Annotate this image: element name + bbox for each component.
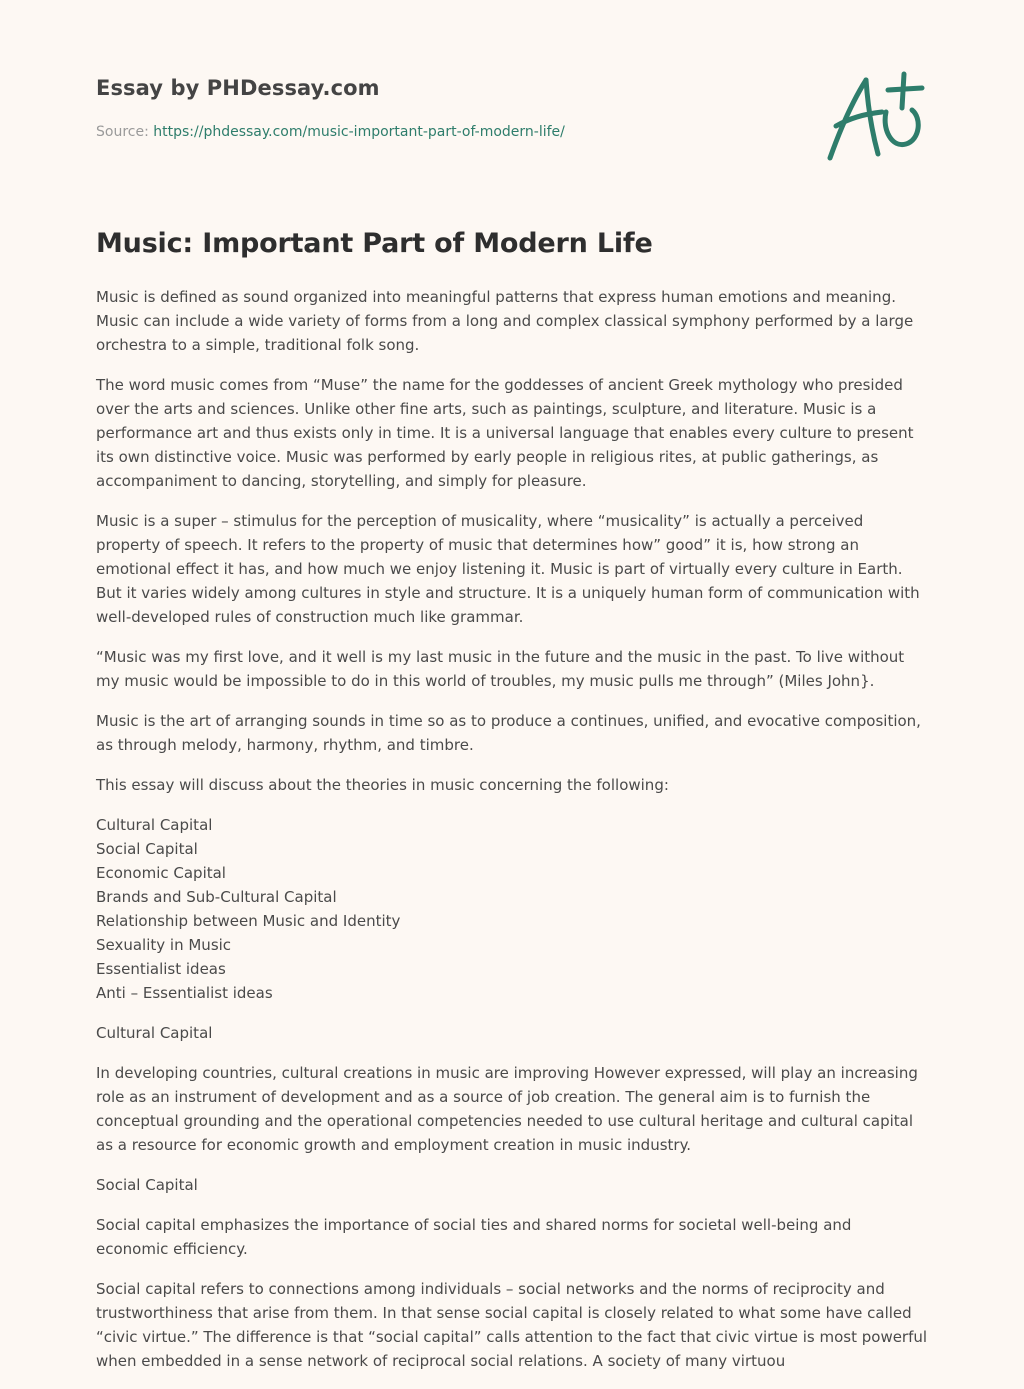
topic-list xyxy=(96,813,928,1005)
page-header xyxy=(96,76,796,140)
a-plus-grade-icon xyxy=(822,68,932,168)
paragraph: Music is a super – stimulus for the perception of musicality, where “musicality” is actually a perceived property of speech. It refers to the property of music that determines how” good” it is, how strong an emotional effect it has, and how much we enjoy listening it. Music is part of virtually every culture in Earth. But it varies widely among cultures in style and structure. It is a uniquely human form of communication with well-developed rules of construction much like grammar. xyxy=(96,512,920,626)
paragraph: Social capital refers to connections among individuals – social networks and the norms of reciprocity and trustworthiness that arise from them. In that sense social capital is closely related to what some have called “civic virtue.” The difference is that “social capital” calls attention to the fact that civic virtue is most powerful when embedded in a sense network of reciprocal social relations. A society of many virtuou xyxy=(96,1280,928,1370)
paragraph: Music is defined as sound organized into meaningful patterns that express human emotions and meaning. Music can include a wide variety of forms from a long and complex classical symphony performed by a large orchestra to a simple, traditional folk song. xyxy=(96,288,914,354)
section-heading-cultural-capital: Cultural Capital xyxy=(96,1024,213,1042)
article xyxy=(96,228,928,1389)
paragraph: Social capital emphasizes the importance of social ties and shared norms for societal well-being and economic efficiency. xyxy=(96,1216,852,1258)
list-item: Brands and Sub-Cultural Capital xyxy=(96,888,337,906)
list-item: Cultural Capital xyxy=(96,816,213,834)
list-item: Relationship between Music and Identity xyxy=(96,912,401,930)
paragraph: This essay will discuss about the theories in music concerning the following: xyxy=(96,776,669,794)
paragraph: Music is the art of arranging sounds in time so as to produce a continues, unified, and evocative composition, as through melody, harmony, rhythm, and timbre. xyxy=(96,712,921,754)
quote-paragraph: “Music was my first love, and it well is my last music in the future and the music in the past. To live without my music would be impossible to do in this world of troubles, my music pulls me through” (Miles John}. xyxy=(96,648,905,690)
article-title: Music: Important Part of Modern Life xyxy=(96,228,653,259)
list-item: Essentialist ideas xyxy=(96,960,226,978)
source-line xyxy=(96,124,796,140)
source-link[interactable]: https://phdessay.com/music-important-part-of-modern-life/ xyxy=(153,124,565,140)
list-item: Economic Capital xyxy=(96,864,226,882)
list-item: Anti – Essentialist ideas xyxy=(96,984,273,1002)
list-item: Sexuality in Music xyxy=(96,936,232,954)
brand-title: Essay by PHDessay.com xyxy=(96,76,380,100)
paragraph: In developing countries, cultural creations in music are improving However expressed, will play an increasing role as an instrument of development and as a source of job creation. The general aim is to furnish the conceptual grounding and the operational competencies needed to use cultural heritage and cultural capital as a resource for economic growth and employment creation in music industry. xyxy=(96,1064,918,1154)
paragraph: The word music comes from “Muse” the name for the goddesses of ancient Greek mythology who presided over the arts and sciences. Unlike other fine arts, such as paintings, sculpture, and literature. Music is a performance art and thus exists only in time. It is a universal language that enables every culture to present its own distinctive voice. Music was performed by early people in religious rites, at public gatherings, as accompaniment to dancing, storytelling, and simply for pleasure. xyxy=(96,376,914,490)
source-label: Source: xyxy=(96,124,149,140)
list-item: Social Capital xyxy=(96,840,198,858)
section-heading-social-capital: Social Capital xyxy=(96,1176,198,1194)
